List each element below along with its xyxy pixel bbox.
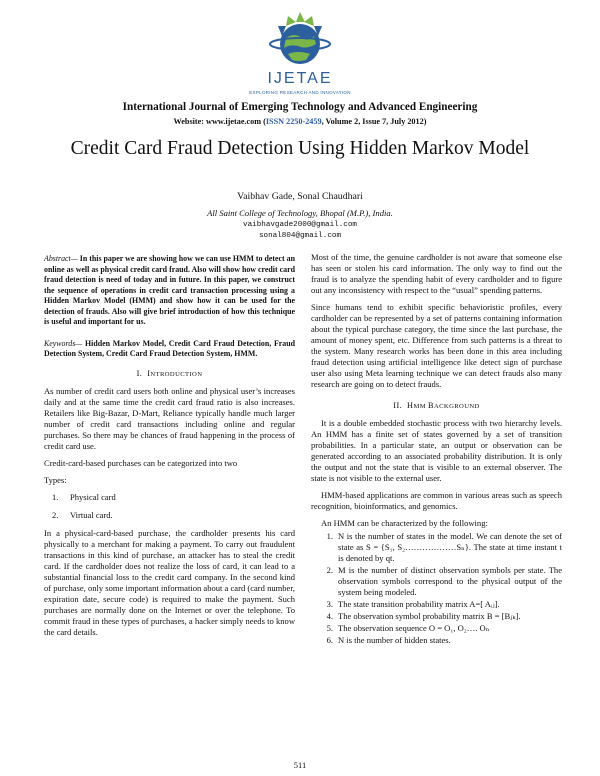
list-item xyxy=(311,635,562,646)
list-item-text: N is the number of hidden states. xyxy=(338,635,451,645)
section2-first2: B xyxy=(428,401,434,410)
intro-paragraph-2: Credit-card-based purchases can be categorized into two xyxy=(44,457,238,468)
section1-first: I xyxy=(147,368,151,378)
list-item-text: M is the number of distinct observation symbols per state. The observation symbols correspond to the physical output of the system being modeled. xyxy=(338,565,562,597)
list-item-text: The observation symbol probability matrix B = [Bⱼₖ]. xyxy=(338,611,521,621)
types-list xyxy=(44,492,295,521)
section-heading-introduction xyxy=(44,368,295,380)
list-item xyxy=(311,531,562,564)
email-2[interactable]: sonal804@gmail.com xyxy=(258,232,342,240)
list-item-text: Virtual card. xyxy=(70,509,113,520)
list-item-text: Physical card xyxy=(70,491,116,502)
website-line xyxy=(0,117,600,126)
list-item-num: 5. xyxy=(326,623,333,633)
website-prefix: Website: www.ijetae.com ( xyxy=(173,117,266,126)
list-item-num: 1. xyxy=(326,531,333,541)
section2-first: H xyxy=(407,401,414,410)
logo-tagline: EXPLORING RESEARCH AND INNOVATION xyxy=(249,90,351,95)
section2-rest1: MM xyxy=(413,403,429,410)
intro-paragraph-1: As number of credit card users both online and physical user’s increases daily and at the same time the credit card fraud ratio is also increases. Retailers like Big-Bazar, D-Mart, Reliance typically handle much larger number of credit card transactions including online and regular purchases. So there may be chances of fraud happening in the process of credit card use. xyxy=(44,385,295,451)
logo-name: IJETAE xyxy=(267,70,333,87)
types-label: Types: xyxy=(44,474,67,485)
section1-num: I. xyxy=(136,368,143,378)
list-item xyxy=(311,623,562,634)
website-suffix: , Volume 2, Issue 7, July 2012) xyxy=(321,117,427,126)
section2-rest2: ACKGROUND xyxy=(433,403,480,410)
list-item-text: The observation sequence O = O₁, O₂…. Oₙ xyxy=(338,623,490,633)
left-column xyxy=(44,254,295,644)
hmm-characteristics-list xyxy=(311,531,562,646)
list-item-num: 2. xyxy=(326,565,333,575)
intro-paragraph-3: In a physical-card-based purchase, the cardholder presents his card physically to a merchant for making a payment. To carry out fraudulent transactions in this kind of purchase, an attacker has to steal the credit card. If the cardholder does not realize the loss of card, it can lead to a substantial financial loss to the credit card company. In the second kind of purchase, only some important information about a card (card number, expiration date, secure code) is required to make the payment. Such purchases are normally done on the Internet or over the telephone. To commit fraud in these types of purchases, a hacker simply needs to know the card details. xyxy=(44,527,295,637)
journal-title: International Journal of Emerging Technology and Advanced Engineering xyxy=(122,101,478,113)
list-item xyxy=(311,611,562,622)
section1-rest: NTRODUCTION xyxy=(150,370,203,378)
paper-title: Credit Card Fraud Detection Using Hidden Markov Model xyxy=(70,138,530,159)
authors: Vaibhav Gade, Sonal Chaudhari xyxy=(237,191,363,202)
abstract-lead: Abstract— xyxy=(44,254,78,263)
list-item-num: 6. xyxy=(326,635,333,645)
email-1[interactable]: vaibhavgade2000@gmail.com xyxy=(243,221,357,229)
hmm-paragraph-1: It is a double embedded stochastic process with two hierarchy levels. An HMM has a finite set of states governed by a set of transition probabilities. In a particular state, an output or observation can be generated according to an associated probability distribution. It is only the output and not the state that is visible to an external observer. The state is not visible to the external user. xyxy=(311,418,562,483)
hmm-paragraph-2: HMM-based applications are common in various areas such as speech recognition, bioinformatics, and genomics. xyxy=(311,490,562,511)
affiliation: All Saint College of Technology, Bhopal (M.P.), India. xyxy=(207,208,393,218)
issn-link[interactable]: ISSN 2250-2459 xyxy=(265,117,322,126)
right-column xyxy=(311,252,562,647)
abstract-text: In this paper we are showing how we can use HMM to detect an online as well as physical credit card fraud. Also will show how credit card fraud detection is need of today and in future. In this paper, we construct the sequence of operations in credit card transaction processing using a Hidden Markov Model (HMM) and show how it can be used for the detection of frauds. Also will give brief introduction of how this technique is useful and important for us. xyxy=(44,254,295,326)
abstract xyxy=(44,254,295,328)
right-paragraph-2: Since humans tend to exhibit specific behavioristic profiles, every cardholder can be represented by a set of patterns containing information about the typical purchase category, the time since the last purchase, the amount of money spent, etc. Difference from such patterns is a threat to the system. Many research works has been done in this area including fraud detection using artificial intelligence like detect sign of purchase user also using Meta learning technique we can detect frauds also many research are going on to detect frauds. xyxy=(311,302,562,389)
journal-logo xyxy=(0,8,600,100)
list-item-text: N is the number of states in the model. We can denote the set of state as S = {S₁, S₂………………Sₙ}. The state at time instant t is denoted by qt. xyxy=(338,531,562,563)
page-number: 511 xyxy=(293,760,307,770)
keywords-text: Hidden Markov Model, Credit Card Fraud Detection, Fraud Detection System, Credit Card Fraud Detection System, HMM. xyxy=(44,338,295,358)
list-item-num: 4. xyxy=(326,611,333,621)
globe-logo-icon xyxy=(258,8,342,70)
right-paragraph-1: Most of the time, the genuine cardholder is not aware that someone else has seen or stolen his card information. The only way to find out the fraud is to analyze the spending habit of every cardholder and to figure out any inconsistency with respect to the “usual” spending patterns. xyxy=(311,252,562,295)
list-item xyxy=(311,565,562,598)
keywords xyxy=(44,339,295,360)
list-item-num: 1. xyxy=(52,491,59,502)
list-item xyxy=(311,599,562,610)
list-item-num: 3. xyxy=(326,599,333,609)
keywords-lead: Keywords— xyxy=(44,338,83,348)
section-heading-hmm-background xyxy=(311,400,562,412)
list-item-num: 2. xyxy=(52,509,59,520)
section2-num: II. xyxy=(393,401,403,410)
list-item xyxy=(52,510,295,521)
hmm-paragraph-3: An HMM can be characterized by the following: xyxy=(321,518,488,528)
list-item xyxy=(52,492,295,503)
list-item-text: The state transition probability matrix A=[ Aᵢⱼ]. xyxy=(338,599,500,609)
